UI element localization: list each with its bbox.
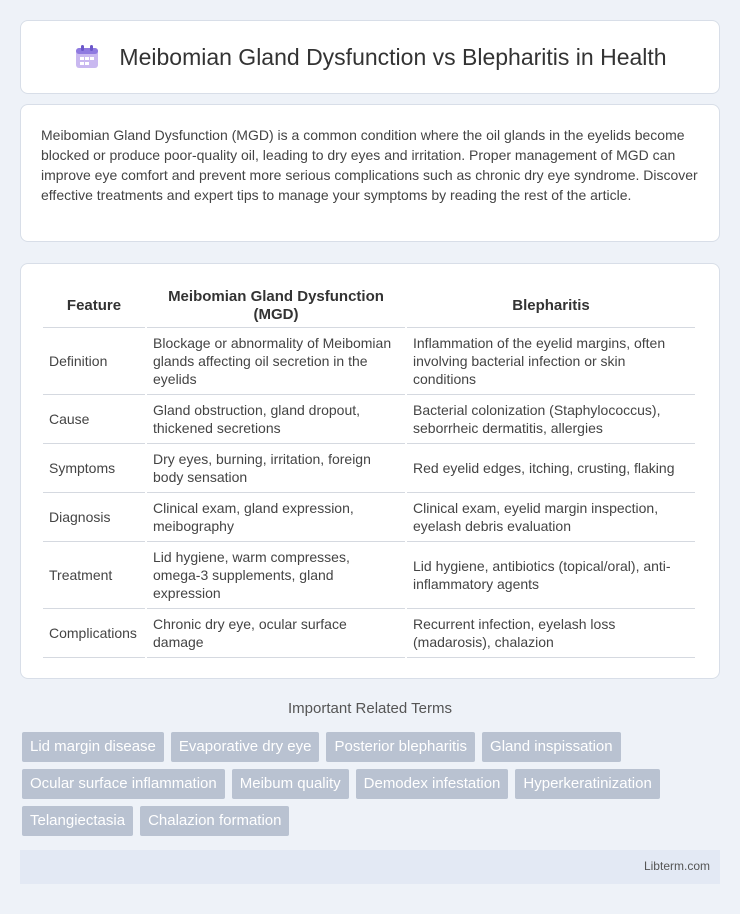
row-feature: Cause [43,395,145,444]
row-feature: Complications [43,609,145,658]
table-row [43,328,695,395]
page-header [20,20,720,94]
related-terms-title: Important Related Terms [288,700,452,717]
row-feature: Definition [43,328,145,395]
row-blepharitis: Red eyelid edges, itching, crusting, flaking [407,444,695,493]
table-row [43,609,695,658]
calendar-icon [73,43,101,71]
related-term-tag[interactable]: Gland inspissation [482,732,621,762]
related-terms-list [22,732,722,836]
related-term-tag[interactable]: Evaporative dry eye [171,732,320,762]
related-term-tag[interactable]: Meibum quality [232,769,349,799]
row-feature: Diagnosis [43,493,145,542]
comparison-card [20,263,720,679]
page-title: Meibomian Gland Dysfunction vs Blepharitis in Health [119,43,667,70]
row-mgd: Clinical exam, gland expression, meibography [147,493,405,542]
row-blepharitis: Inflammation of the eyelid margins, often involving bacterial infection or skin conditions [407,328,695,395]
row-mgd: Blockage or abnormality of Meibomian glands affecting oil secretion in the eyelids [147,328,405,395]
table-row [43,444,695,493]
row-blepharitis: Clinical exam, eyelid margin inspection, eyelash debris evaluation [407,493,695,542]
comparison-table [41,284,697,658]
table-row [43,395,695,444]
related-term-tag[interactable]: Lid margin disease [22,732,164,762]
intro-text: Meibomian Gland Dysfunction (MGD) is a common condition where the oil glands in the eyelids become blocked or produce poor-quality oil, leading to dry eyes and irritation. Proper management of MGD can improve eye comfort and prevent more serious complications such as chronic dry eye syndrome. Discover effective treatments and expert tips to manage your symptoms by reading the rest of the article. [41,127,698,203]
page-footer [20,850,720,884]
related-term-tag[interactable]: Hyperkeratinization [515,769,659,799]
row-feature: Treatment [43,542,145,609]
related-term-tag[interactable]: Posterior blepharitis [326,732,475,762]
related-term-tag[interactable]: Chalazion formation [140,806,289,836]
table-row [43,493,695,542]
related-term-tag[interactable]: Demodex infestation [356,769,509,799]
row-mgd: Dry eyes, burning, irritation, foreign body sensation [147,444,405,493]
related-term-tag[interactable]: Telangiectasia [22,806,133,836]
row-blepharitis: Recurrent infection, eyelash loss (madarosis), chalazion [407,609,695,658]
footer-brand-link[interactable]: Libterm.com [643,859,710,873]
related-term-tag[interactable]: Ocular surface inflammation [22,769,225,799]
header-mgd: Meibomian Gland Dysfunction (MGD) [147,284,405,328]
row-blepharitis: Lid hygiene, antibiotics (topical/oral), anti-inflammatory agents [407,542,695,609]
row-mgd: Lid hygiene, warm compresses, omega-3 supplements, gland expression [147,542,405,609]
header-feature: Feature [43,284,145,328]
row-feature: Symptoms [43,444,145,493]
table-header-row [43,284,695,328]
row-blepharitis: Bacterial colonization (Staphylococcus), seborrheic dermatitis, allergies [407,395,695,444]
row-mgd: Gland obstruction, gland dropout, thickened secretions [147,395,405,444]
table-row [43,542,695,609]
intro-card [20,104,720,242]
row-mgd: Chronic dry eye, ocular surface damage [147,609,405,658]
header-blepharitis: Blepharitis [407,284,695,328]
